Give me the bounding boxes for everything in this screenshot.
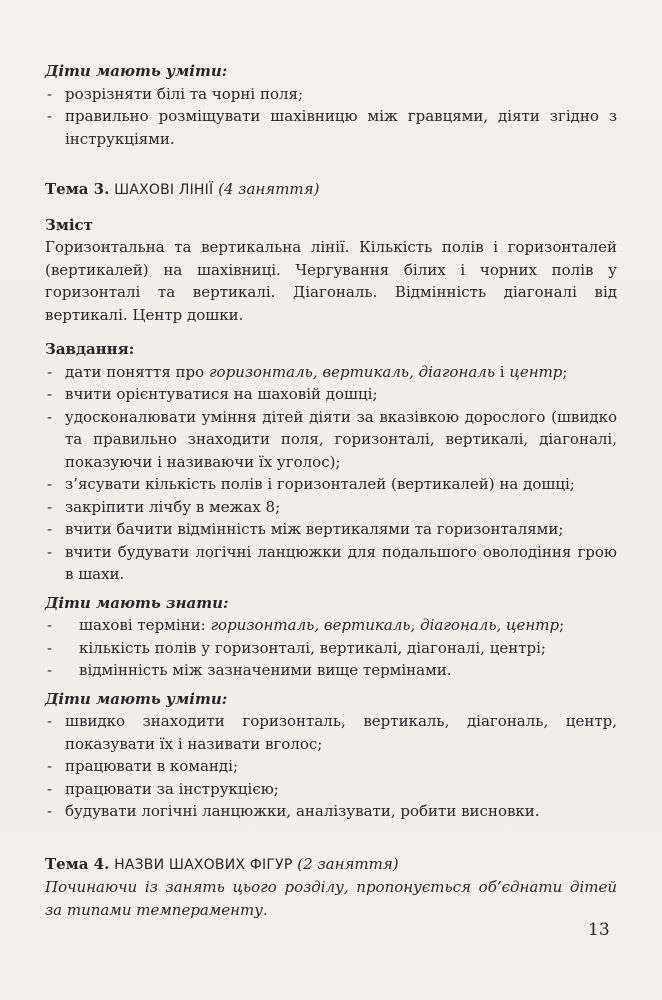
know-list (45, 614, 617, 682)
list-item: - закріпити лічбу в межах 8; (45, 496, 617, 519)
list-item: - відмінність між зазначеними вище термінами. (45, 659, 617, 682)
list-item: - правильно розміщувати шахівницю між гравцями, діяти згідно з інструкціями. (45, 105, 617, 150)
list-item: - швидко знаходити горизонталь, вертикаль, діагональ, центр, показувати їх і називати вголос; (45, 710, 617, 755)
topic-label: Тема 4. (45, 854, 110, 873)
content-heading: Зміст (45, 215, 93, 234)
skills-heading-previous: Діти мають уміти: (45, 62, 228, 80)
list-item: - удосконалювати уміння дітей діяти за вказівкою дорослого (швидко та правильно знаходити поля, горизонталі, вертикалі, діагоналі, показуючи і називаючи їх уголос); (45, 406, 617, 474)
list-item: - шахові терміни: горизонталь, вертикаль, діагональ, центр; (45, 614, 617, 637)
know-heading: Діти мають знати: (45, 593, 229, 612)
topic-4-heading (45, 853, 617, 877)
list-item: - працювати в команді; (45, 755, 617, 778)
skills-heading: Діти мають уміти: (45, 689, 228, 708)
tasks-list (45, 361, 617, 586)
topic-3-heading (45, 178, 617, 202)
list-item: - вчити будувати логічні ланцюжки для подальшого оволодіння грою в шахи. (45, 541, 617, 586)
list-item: - дати поняття про горизонталь, вертикаль, діагональ і центр; (45, 361, 617, 384)
list-item: - будувати логічні ланцюжки, аналізувати, робити висновки. (45, 800, 617, 823)
topic-4-intro: Починаючи із занять цього розділу, пропонується об’єднати дітей за типами темпераменту. (45, 878, 617, 919)
topic-title: ШАХОВІ ЛІНІЇ (114, 182, 214, 198)
list-item: - розрізняти білі та чорні поля; (45, 83, 617, 106)
skills-list-previous (45, 83, 617, 151)
list-item: - вчити орієнтуватися на шаховій дошці; (45, 383, 617, 406)
topic-note: (4 заняття) (218, 180, 320, 198)
list-item: - кількість полів у горизонталі, вертикалі, діагоналі, центрі; (45, 637, 617, 660)
list-item: - працювати за інструкцією; (45, 778, 617, 801)
list-item: - вчити бачити відмінність між вертикалями та горизонталями; (45, 518, 617, 541)
page-number: 13 (588, 920, 610, 940)
list-item: - з’ясувати кількість полів і горизонталей (вертикалей) на дошці; (45, 473, 617, 496)
content-paragraph: Горизонтальна та вертикальна лінії. Кількість полів і горизонталей (вертикалей) на шахівниці. Чергування білих і чорних полів у горизонталі та вертикалі. Діагональ. Відмінність діагоналі від вертикалі. Центр дошки. (45, 238, 617, 324)
tasks-heading: Завдання: (45, 340, 135, 358)
topic-note: (2 заняття) (297, 854, 399, 873)
topic-title: НАЗВИ ШАХОВИХ ФІГУР (114, 856, 293, 873)
skills-list (45, 710, 617, 823)
topic-label: Тема 3. (45, 180, 110, 198)
page-content (45, 60, 617, 921)
